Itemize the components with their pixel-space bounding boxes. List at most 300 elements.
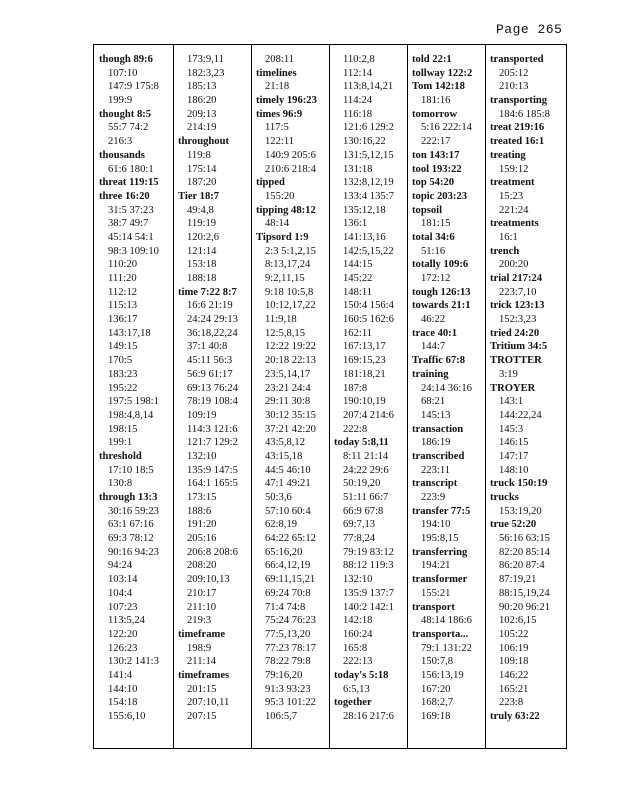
index-reference: 169:18 xyxy=(421,711,451,722)
index-reference: 9:2,11,15 xyxy=(265,273,305,284)
index-reference: 110:2,8 xyxy=(343,54,375,65)
index-reference: 150:7,8 xyxy=(421,656,454,668)
index-reference: 66:9 67:8 xyxy=(343,505,384,517)
index-reference: 211:10 xyxy=(187,601,217,613)
index-term: trial 217:24 xyxy=(490,273,543,284)
index-reference: 2:3 5:1,2,15 xyxy=(265,245,316,257)
index-column-5 xyxy=(412,53,472,724)
index-reference: 116:18 xyxy=(343,108,373,120)
index-reference: 78:22 79:8 xyxy=(265,656,311,668)
index-term: today 5:8,11 xyxy=(334,437,389,449)
index-reference: 140:2 142:1 xyxy=(343,601,394,613)
index-reference: 43:15,18 xyxy=(265,450,303,462)
index-reference: 141:4 xyxy=(108,669,133,681)
index-reference: 61:6 180:1 xyxy=(108,163,154,175)
index-term: transaction xyxy=(412,423,464,435)
index-reference: 91:3 93:23 xyxy=(265,683,311,695)
index-reference: 121:14 xyxy=(187,245,217,257)
index-term: time 7:22 8:7 xyxy=(178,286,237,298)
index-reference: 90:16 94:23 xyxy=(108,546,159,558)
index-reference: 38:7 49:7 xyxy=(108,218,149,230)
index-reference: 146:15 xyxy=(499,437,529,449)
index-reference: 6:5,13 xyxy=(343,683,370,695)
index-reference: 147:9 175:8 xyxy=(108,81,159,93)
index-reference: 8:13,17,24 xyxy=(265,259,311,271)
page-number: Page 265 xyxy=(496,22,563,37)
index-reference: 88:12 119:3 xyxy=(343,560,394,572)
index-reference: 173:9,11 xyxy=(187,54,224,65)
index-reference: 187:20 xyxy=(187,177,217,189)
index-reference: 30:16 59:23 xyxy=(108,505,159,517)
index-reference: 195:8,15 xyxy=(421,533,459,545)
index-reference: 216:3 xyxy=(108,136,133,148)
index-reference: 144:7 xyxy=(421,341,446,353)
index-reference: 82:20 85:14 xyxy=(499,546,550,558)
index-reference: 20:18 22:13 xyxy=(265,355,316,367)
index-term: treat 219:16 xyxy=(490,122,545,134)
index-reference: 55:7 74:2 xyxy=(108,122,149,134)
index-term: treating xyxy=(490,149,526,161)
index-term: treatment xyxy=(490,177,535,189)
index-term: truck 150:19 xyxy=(490,478,548,490)
index-reference: 94:24 xyxy=(108,560,133,572)
index-reference: 222:8 xyxy=(343,423,368,435)
index-reference: 9:18 10:5,8 xyxy=(265,286,314,298)
index-reference: 199:9 xyxy=(108,95,133,107)
index-reference: 144:22,24 xyxy=(499,409,542,421)
index-reference: 8:11 21:14 xyxy=(343,450,389,462)
index-reference: 51:11 66:7 xyxy=(343,492,389,503)
index-reference: 112:12 xyxy=(108,286,138,298)
index-reference: 21:18 xyxy=(265,81,290,93)
index-reference: 113:8,14,21 xyxy=(343,81,394,93)
index-reference: 69:11,15,21 xyxy=(265,574,316,586)
index-reference: 16:1 xyxy=(499,231,518,243)
index-reference: 136:1 xyxy=(343,218,368,230)
index-reference: 210:13 xyxy=(499,81,529,93)
index-term: tipping 48:12 xyxy=(256,204,316,216)
index-reference: 145:13 xyxy=(421,409,451,421)
index-reference: 182:3,23 xyxy=(187,67,225,79)
index-reference: 31:5 37:23 xyxy=(108,204,154,216)
index-reference: 148:10 xyxy=(499,464,529,476)
index-reference: 3:19 xyxy=(499,368,518,380)
index-reference: 159:12 xyxy=(499,163,529,175)
index-reference: 147:17 xyxy=(499,450,529,462)
index-reference: 148:11 xyxy=(343,286,373,298)
index-reference: 142:5,15,22 xyxy=(343,245,394,257)
index-reference: 207:15 xyxy=(187,711,217,722)
index-reference: 172:12 xyxy=(421,273,451,284)
index-reference: 188:6 xyxy=(187,505,212,517)
index-reference: 113:5,24 xyxy=(108,615,145,627)
index-reference: 102:6,15 xyxy=(499,615,537,627)
index-reference: 131:18 xyxy=(343,163,373,175)
index-reference: 210:17 xyxy=(187,587,217,599)
index-term: topsoil xyxy=(412,204,443,216)
index-reference: 195:22 xyxy=(108,382,138,394)
index-term: trucks xyxy=(490,492,519,503)
index-reference: 223:8 xyxy=(499,697,524,709)
index-reference: 155:21 xyxy=(421,587,451,599)
index-reference: 194:21 xyxy=(421,560,451,572)
index-term: timeframe xyxy=(178,628,226,640)
index-reference: 132:10 xyxy=(343,574,373,586)
index-reference: 57:10 60:4 xyxy=(265,505,311,517)
index-reference: 168:2,7 xyxy=(421,697,454,709)
index-term: towards 21:1 xyxy=(412,300,471,312)
index-reference: 79:1 131:22 xyxy=(421,642,472,654)
index-reference: 119:19 xyxy=(187,218,217,230)
index-term: trench xyxy=(490,245,520,257)
index-reference: 160:24 xyxy=(343,628,373,640)
column-divider xyxy=(173,45,174,748)
index-reference: 141:13,16 xyxy=(343,231,386,243)
index-term: transferring xyxy=(412,546,468,558)
index-reference: 24:22 29:6 xyxy=(343,464,389,476)
index-term: Tritium 34:5 xyxy=(490,341,548,353)
index-reference: 90:20 96:21 xyxy=(499,601,550,613)
index-reference: 65:16,20 xyxy=(265,546,303,558)
index-term: though 89:6 xyxy=(99,54,153,65)
index-reference: 107:10 xyxy=(108,67,138,79)
index-reference: 110:20 xyxy=(108,259,138,271)
index-reference: 131:5,12,15 xyxy=(343,149,394,161)
index-reference: 188:18 xyxy=(187,273,217,284)
index-reference: 87:19,21 xyxy=(499,574,537,586)
index-reference: 63:1 67:16 xyxy=(108,519,154,531)
index-reference: 143:17,18 xyxy=(108,327,151,339)
index-term: transcript xyxy=(412,478,458,490)
index-reference: 75:24 76:23 xyxy=(265,615,316,627)
index-term: TROTTER xyxy=(490,355,542,367)
index-reference: 44:5 46:10 xyxy=(265,464,311,476)
index-reference: 153:19,20 xyxy=(499,505,542,517)
index-reference: 28:16 217:6 xyxy=(343,711,394,722)
index-term: tough 126:13 xyxy=(412,286,471,298)
index-term: Tom 142:18 xyxy=(412,81,465,93)
index-reference: 162:11 xyxy=(343,327,373,339)
index-term: Tier 18:7 xyxy=(178,190,220,202)
index-reference: 149:15 xyxy=(108,341,138,353)
index-reference: 190:10,19 xyxy=(343,396,386,408)
index-reference: 23:21 24:4 xyxy=(265,382,311,394)
index-term: transporta... xyxy=(412,628,469,640)
index-reference: 187:8 xyxy=(343,382,368,394)
index-reference: 135:9 147:5 xyxy=(187,464,238,476)
index-reference: 69:7,13 xyxy=(343,519,376,531)
index-reference: 49:4,8 xyxy=(187,204,214,216)
index-reference: 155:20 xyxy=(265,190,295,202)
index-reference: 181:18,21 xyxy=(343,368,386,380)
index-reference: 142:18 xyxy=(343,615,373,627)
index-term: transporting xyxy=(490,95,548,107)
index-reference: 126:23 xyxy=(108,642,138,654)
index-reference: 222:13 xyxy=(343,656,373,668)
index-reference: 146:22 xyxy=(499,669,529,681)
index-reference: 143:1 xyxy=(499,396,524,408)
index-reference: 209:13 xyxy=(187,108,217,120)
index-reference: 206:8 208:6 xyxy=(187,546,238,558)
index-reference: 132:10 xyxy=(187,450,217,462)
index-reference: 223:9 xyxy=(421,492,446,503)
index-reference: 56:9 61:17 xyxy=(187,368,233,380)
index-reference: 167:20 xyxy=(421,683,451,695)
index-reference: 66:4,12,19 xyxy=(265,560,311,572)
index-term: tried 24:20 xyxy=(490,327,540,339)
index-term: through 13:3 xyxy=(99,492,158,503)
index-reference: 104:4 xyxy=(108,587,133,599)
index-reference: 175:14 xyxy=(187,163,217,175)
index-term: topic 203:23 xyxy=(412,190,468,202)
index-reference: 165:8 xyxy=(343,642,368,654)
index-reference: 208:11 xyxy=(265,54,295,65)
index-reference: 109:18 xyxy=(499,656,529,668)
index-reference: 95:3 101:22 xyxy=(265,697,316,709)
index-reference: 153:18 xyxy=(187,259,217,271)
index-reference: 68:21 xyxy=(421,396,446,408)
index-reference: 119:8 xyxy=(187,149,211,161)
index-reference: 160:5 162:6 xyxy=(343,314,394,326)
index-term: timely 196:23 xyxy=(256,95,317,107)
index-term: timelines xyxy=(256,67,297,79)
column-divider xyxy=(485,45,486,748)
index-reference: 209:10,13 xyxy=(187,574,230,586)
index-reference: 112:14 xyxy=(343,67,373,79)
index-reference: 183:23 xyxy=(108,368,138,380)
index-reference: 109:19 xyxy=(187,409,217,421)
index-reference: 69:24 70:8 xyxy=(265,587,311,599)
index-reference: 199:1 xyxy=(108,437,133,449)
index-term: transport xyxy=(412,601,455,613)
column-divider xyxy=(329,45,330,748)
index-reference: 50:3,6 xyxy=(265,492,292,503)
index-term: treatments xyxy=(490,218,539,230)
index-reference: 140:9 205:6 xyxy=(265,149,316,161)
index-column-6 xyxy=(490,53,550,724)
index-reference: 165:21 xyxy=(499,683,529,695)
index-reference: 219:3 xyxy=(187,615,212,627)
word-index-table xyxy=(93,44,567,749)
index-reference: 133:4 135:7 xyxy=(343,190,394,202)
index-reference: 78:19 108:4 xyxy=(187,396,238,408)
index-reference: 47:1 49:21 xyxy=(265,478,311,490)
index-reference: 36:18,22,24 xyxy=(187,327,238,339)
index-term: today's 5:18 xyxy=(334,669,389,681)
index-term: true 52:20 xyxy=(490,519,537,531)
index-reference: 121:7 129:2 xyxy=(187,437,238,449)
index-reference: 130:2 141:3 xyxy=(108,656,159,668)
index-reference: 79:16,20 xyxy=(265,669,303,681)
index-reference: 223:11 xyxy=(421,464,451,476)
index-reference: 198:15 xyxy=(108,423,138,435)
index-reference: 145:22 xyxy=(343,273,373,284)
index-reference: 144:15 xyxy=(343,259,373,271)
index-term: throughout xyxy=(178,136,230,148)
index-reference: 186:20 xyxy=(187,95,217,107)
index-reference: 106:5,7 xyxy=(265,711,298,722)
index-term: total 34:6 xyxy=(412,231,455,243)
index-reference: 154:18 xyxy=(108,697,138,709)
column-divider xyxy=(407,45,408,748)
index-column-4 xyxy=(334,53,394,724)
index-term: ton 143:17 xyxy=(412,149,460,161)
index-reference: 194:10 xyxy=(421,519,451,531)
index-term: told 22:1 xyxy=(412,54,452,65)
index-term: transfer 77:5 xyxy=(412,505,471,517)
index-term: three 16:20 xyxy=(99,190,150,202)
index-term: training xyxy=(412,368,449,380)
index-reference: 48:14 xyxy=(265,218,290,230)
index-reference: 107:23 xyxy=(108,601,138,613)
index-term: totally 109:6 xyxy=(412,259,469,271)
index-term: timeframes xyxy=(178,669,230,681)
index-reference: 24:24 29:13 xyxy=(187,314,238,326)
index-term: together xyxy=(334,697,372,709)
index-reference: 69:3 78:12 xyxy=(108,533,154,545)
index-reference: 43:5,8,12 xyxy=(265,437,306,449)
index-reference: 12:22 19:22 xyxy=(265,341,316,353)
index-reference: 103:14 xyxy=(108,574,138,586)
index-reference: 211:14 xyxy=(187,656,217,668)
index-reference: 197:5 198:1 xyxy=(108,396,159,408)
index-term: treated 16:1 xyxy=(490,136,545,148)
index-reference: 132:8,12,19 xyxy=(343,177,394,189)
index-reference: 23:5,14,17 xyxy=(265,368,311,380)
index-reference: 98:3 109:10 xyxy=(108,245,159,257)
index-reference: 51:16 xyxy=(421,245,446,257)
index-column-3 xyxy=(256,53,317,724)
index-reference: 164:1 165:5 xyxy=(187,478,238,490)
index-reference: 214:19 xyxy=(187,122,217,134)
index-reference: 181:15 xyxy=(421,218,451,230)
index-reference: 30:12 35:15 xyxy=(265,409,316,421)
index-term: tollway 122:2 xyxy=(412,67,473,79)
index-term: threshold xyxy=(99,450,142,462)
index-reference: 207:10,11 xyxy=(187,697,230,709)
index-column-1 xyxy=(99,53,159,724)
index-term: tomorrow xyxy=(412,108,458,120)
index-term: tool 193:22 xyxy=(412,163,462,175)
index-reference: 167:13,17 xyxy=(343,341,386,353)
index-reference: 210:6 218:4 xyxy=(265,163,316,175)
index-reference: 114:24 xyxy=(343,95,373,107)
index-reference: 152:3,23 xyxy=(499,314,537,326)
index-reference: 29:11 30:8 xyxy=(265,396,311,408)
index-reference: 11:9,18 xyxy=(265,314,297,326)
index-term: Tipsord 1:9 xyxy=(256,231,309,243)
index-reference: 88:15,19,24 xyxy=(499,587,550,599)
index-term: Traffic 67:8 xyxy=(412,355,466,367)
index-reference: 135:9 137:7 xyxy=(343,587,394,599)
index-term: threat 119:15 xyxy=(99,177,159,189)
index-reference: 170:5 xyxy=(108,355,133,367)
index-reference: 201:15 xyxy=(187,683,217,695)
index-term: top 54:20 xyxy=(412,177,455,189)
index-reference: 169:15,23 xyxy=(343,355,386,367)
index-term: trace 40:1 xyxy=(412,327,457,339)
index-reference: 205:12 xyxy=(499,67,529,79)
index-reference: 45:11 56:3 xyxy=(187,355,233,367)
index-reference: 185:13 xyxy=(187,81,217,93)
index-reference: 198:9 xyxy=(187,642,212,654)
index-reference: 56:16 63:15 xyxy=(499,533,550,545)
index-reference: 10:12,17,22 xyxy=(265,300,316,312)
index-reference: 105:22 xyxy=(499,628,529,640)
index-reference: 77:8,24 xyxy=(343,533,376,545)
index-reference: 184:6 185:8 xyxy=(499,108,550,120)
index-reference: 45:14 54:1 xyxy=(108,231,154,243)
index-reference: 221:24 xyxy=(499,204,529,216)
column-divider xyxy=(251,45,252,748)
index-reference: 186:19 xyxy=(421,437,451,449)
index-reference: 135:12,18 xyxy=(343,204,386,216)
index-reference: 223:7,10 xyxy=(499,286,537,298)
index-reference: 117:5 xyxy=(265,122,289,134)
index-reference: 130:8 xyxy=(108,478,133,490)
index-reference: 130:16,22 xyxy=(343,136,386,148)
index-term: transformer xyxy=(412,574,468,586)
index-reference: 86:20 87:4 xyxy=(499,560,545,572)
index-reference: 145:3 xyxy=(499,423,524,435)
index-reference: 79:19 83:12 xyxy=(343,546,394,558)
index-reference: 17:10 18:5 xyxy=(108,464,154,476)
index-term: TROYER xyxy=(490,382,536,394)
index-reference: 106:19 xyxy=(499,642,529,654)
index-term: trick 123:13 xyxy=(490,300,545,312)
index-reference: 48:14 186:6 xyxy=(421,615,472,627)
index-reference: 200:20 xyxy=(499,259,529,271)
index-reference: 16:6 21:19 xyxy=(187,300,233,312)
index-reference: 12:5,8,15 xyxy=(265,327,306,339)
index-reference: 50:19,20 xyxy=(343,478,381,490)
index-reference: 173:15 xyxy=(187,492,217,503)
index-reference: 155:6,10 xyxy=(108,711,146,722)
index-reference: 111:20 xyxy=(108,273,137,284)
index-term: thousands xyxy=(99,149,145,161)
index-reference: 77:5,13,20 xyxy=(265,628,311,640)
index-term: transported xyxy=(490,54,544,65)
index-reference: 136:17 xyxy=(108,314,138,326)
index-reference: 181:16 xyxy=(421,95,451,107)
index-reference: 205:16 xyxy=(187,533,217,545)
index-term: times 96:9 xyxy=(256,108,303,120)
index-reference: 37:21 42:20 xyxy=(265,423,316,435)
index-term: thought 8:5 xyxy=(99,108,152,120)
index-reference: 222:17 xyxy=(421,136,451,148)
index-reference: 46:22 xyxy=(421,314,446,326)
index-reference: 150:4 156:4 xyxy=(343,300,394,312)
index-reference: 62:8,19 xyxy=(265,519,298,531)
index-reference: 122:11 xyxy=(265,136,295,148)
index-reference: 191:20 xyxy=(187,519,217,531)
index-column-2 xyxy=(178,53,238,724)
index-reference: 5:16 222:14 xyxy=(421,122,472,134)
index-reference: 156:13,19 xyxy=(421,669,464,681)
index-reference: 77:23 78:17 xyxy=(265,642,316,654)
index-reference: 24:14 36:16 xyxy=(421,382,472,394)
index-reference: 208:20 xyxy=(187,560,217,572)
index-reference: 207:4 214:6 xyxy=(343,409,394,421)
index-reference: 144:10 xyxy=(108,683,138,695)
index-reference: 64:22 65:12 xyxy=(265,533,316,545)
index-reference: 121:6 129:2 xyxy=(343,122,394,134)
index-reference: 198:4,8,14 xyxy=(108,409,154,421)
index-reference: 71:4 74:8 xyxy=(265,601,306,613)
index-term: transcribed xyxy=(412,450,465,462)
index-reference: 114:3 121:6 xyxy=(187,423,238,435)
index-reference: 37:1 40:8 xyxy=(187,341,228,353)
